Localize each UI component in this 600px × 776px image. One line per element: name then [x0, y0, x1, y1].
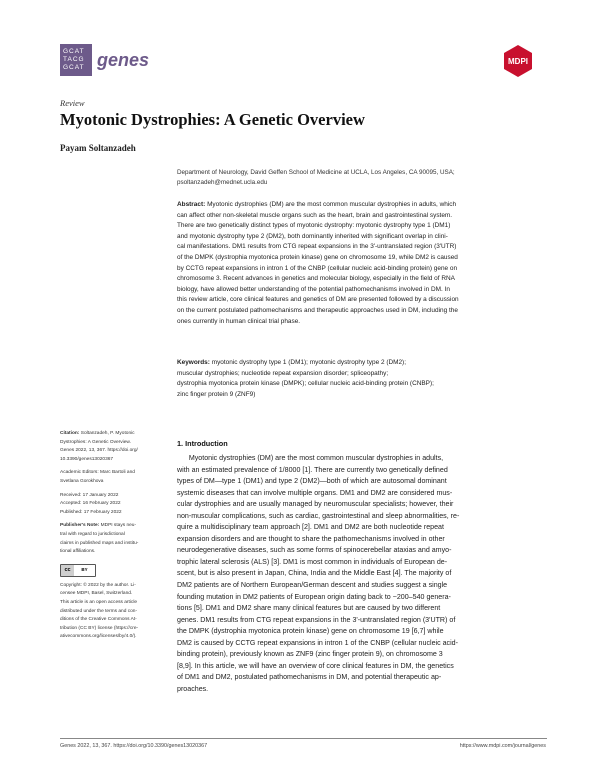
body-line: neurodegenerative diseases, such as some forms of spinocerebellar ataxias and amyo-: [177, 546, 452, 555]
publisher-note-line: MDPI stays neu-: [100, 523, 137, 529]
logo-line: GCAT: [63, 64, 85, 71]
publisher-note-line: tral with regard to jurisdictional: [60, 531, 125, 537]
license-link[interactable]: tribution (CC BY) license (https://cre-: [60, 625, 139, 631]
keyword-line: zinc finger protein 9 (ZNF9): [177, 390, 256, 398]
footer-divider: [60, 738, 547, 739]
keyword-line: muscular dystrophies; nucleotide repeat expansion disorder; spliceopathy;: [177, 369, 389, 377]
body-line: with an estimated prevalence of 1/8000 [1]. There are currently two genetically defined: [177, 465, 448, 474]
body-line: non-muscular complications, such as cardiac, gastrointestinal and sleep abnormalities, re-: [177, 511, 460, 520]
citation-doi-link[interactable]: Genes 2022, 13, 367. https://doi.org/: [60, 448, 138, 454]
publisher-note-block: [60, 522, 168, 556]
keywords-label: Keywords:: [177, 359, 210, 366]
citation-label: Citation:: [60, 431, 80, 436]
publisher-note-line: claims in published maps and institu-: [60, 540, 139, 546]
genes-logo-icon: [60, 44, 92, 76]
body-line: DM2 is caused by CCTG repeat expansions in intron 1 of the CNBP (cellular nucleic acid-: [177, 638, 458, 647]
body-line: trophic lateral sclerosis (ALS) [3]. DM1 is most common in individuals of European de-: [177, 557, 448, 566]
logo-line: GCAT: [63, 48, 85, 55]
cc-by-license-icon[interactable]: [60, 564, 96, 577]
body-line: Myotonic dystrophies (DM) are the most common muscular dystrophies in adults,: [177, 454, 444, 462]
abstract-line: of the DMPK (dystrophia myotonica protein kinase) gene on chromosome 19, while DM2 is caused: [177, 253, 458, 261]
abstract-line: on the current postulated pathomechanisms and therapeutic approaches used in DM, including the: [177, 306, 458, 314]
publisher-name: MDPI: [508, 57, 528, 66]
abstract-line: cal manifestations. DM1 results from CTG repeat expansions in the 3'-untranslated region (3'UTR): [177, 243, 457, 251]
copyright-line: ditions of the Creative Commons At-: [60, 617, 137, 623]
abstract-line: ones currently in human clinical trial phase.: [177, 317, 301, 325]
body-line: binding protein), previously known as ZNF9 (zinc finger protein 9), on chromosome 3: [177, 650, 443, 659]
abstract-line: this review article, core clinical features and genetics of DM are presented followed by a discussion: [177, 296, 459, 304]
copyright-line: censee MDPI, Basel, Switzerland.: [60, 591, 133, 597]
footer-journal-link[interactable]: https://www.mdpi.com/journal/genes: [459, 743, 546, 749]
introduction-body: [177, 453, 547, 695]
editors-line: Academic Editors: Marc Bartoli and: [60, 470, 135, 476]
abstract-line: chromosome 3. Recent advances in genetics and molecular biology, especially in the field of RNA: [177, 275, 455, 283]
abstract-line: and myotonic dystrophy type 2 (DM2), both dominantly inherited with significant overlap in clini-: [177, 232, 448, 240]
body-line: tions [5]. DM1 and DM2 share many clinical features but are caused by two different: [177, 604, 441, 613]
body-line: founding mutation in DM2 patients of European origin dating back to ~200–540 genera-: [177, 592, 451, 601]
body-line: [8,9]. In this article, we will have an overview of core clinical features in DM, the genetics: [177, 661, 454, 670]
abstract-line: can affect other non-skeletal muscle organs such as the heart, brain and gastrointestinal system.: [177, 211, 453, 219]
author-name: Payam Soltanzadeh: [60, 143, 136, 153]
dates-block: [60, 492, 168, 518]
body-line: the DMPK (dystrophia myotonica protein kinase) gene on chromosome 19 [6,7] while: [177, 627, 444, 636]
footer-doi-link[interactable]: Genes 2022, 13, 367. https://doi.org/10.3390/genes13020367: [60, 743, 208, 749]
citation-doi-link[interactable]: 10.3390/genes13020367: [60, 456, 114, 462]
paper-title: Myotonic Dystrophies: A Genetic Overview: [60, 110, 365, 129]
body-line: genes. DM1 results from CTG repeat expansions in the 3'-untranslated region (3'UTR) of: [177, 615, 456, 624]
license-link[interactable]: ativecommons.org/licenses/by/4.0/).: [60, 634, 137, 640]
body-line: quire a multidisciplinary team approach [2]. DM1 and DM2 are both nucleotide repeat: [177, 523, 444, 532]
body-line: expansion disorders and are thought to share the pathomechanisms involved in other: [177, 534, 445, 543]
body-line: proaches.: [177, 684, 209, 693]
body-line: cular dystrophies and are usually managed by neuromuscular specialists; however, their: [177, 500, 454, 509]
journal-name: genes: [97, 49, 150, 70]
published-date: Published: 17 February 2022: [60, 509, 122, 515]
body-line: types of DM—type 1 (DM1) and type 2 (DM2)—both of which are autosomal dominant: [177, 477, 447, 486]
copyright-line: This article is an open access article: [60, 599, 138, 605]
citation-block: [60, 430, 168, 464]
editors-line: Svetlana Gorokhova: [60, 478, 104, 484]
abstract-line: by CCTG repeat expansions in intron 1 of the CNBP (cellular nucleic acid-binding protein) gene on: [177, 264, 458, 272]
affiliation: [177, 168, 547, 188]
body-line: systemic diseases that can involve multiple organs. DM1 and DM2 are considered mus-: [177, 488, 453, 497]
logo-line: TACG: [63, 56, 85, 63]
keyword-line: myotonic dystrophy type 1 (DM1); myotonic dystrophy type 2 (DM2);: [211, 359, 406, 366]
abstract-line: Myotonic dystrophies (DM) are the most common muscular dystrophies in adults, which: [207, 201, 457, 208]
received-date: Received: 17 January 2022: [60, 492, 119, 498]
publisher-note-label: Publisher's Note:: [60, 523, 100, 529]
copyright-line: distributed under the terms and con-: [60, 608, 138, 614]
author-email-link[interactable]: psoltanzadeh@mednet.ucla.edu: [177, 179, 268, 186]
keywords: [177, 358, 547, 400]
accepted-date: Accepted: 16 February 2022: [60, 501, 121, 507]
article-info-sidebar: [60, 430, 168, 647]
by-icon: BY: [81, 566, 88, 572]
article-type: Review: [60, 98, 85, 108]
body-line: of DM1 and DM2, postulated pathomechanisms in DM, and potential therapeutic ap-: [177, 673, 442, 682]
journal-logo: [60, 44, 149, 76]
mdpi-logo-icon: [502, 44, 534, 78]
keyword-line: dystrophia myotonica protein kinase (DMPK); cellular nucleic acid-binding protein (CNBP);: [177, 380, 434, 388]
abstract-label: Abstract:: [177, 201, 206, 208]
abstract-line: biology, have allowed better understanding of the potential pathomechanisms involved in DM. In: [177, 285, 450, 293]
affiliation-line: Department of Neurology, David Geffen School of Medicine at UCLA, Los Angeles, CA 90095, USA;: [177, 169, 455, 176]
copyright-line: Copyright: © 2022 by the author. Li-: [60, 582, 136, 588]
publisher-note-line: tional affiliations.: [60, 549, 96, 555]
section-heading: 1. Introduction: [177, 439, 228, 448]
cc-icon: cc: [61, 564, 74, 576]
abstract-line: There are two genetically distinct types of myotonic dystrophy: myotonic dystrophy type 1 (DM1): [177, 222, 451, 230]
editors-block: [60, 469, 168, 486]
citation-line: Dystrophies: A Genetic Overview.: [60, 439, 131, 445]
body-line: DM2 patients are of Northern European/German descent and studies suggest a single: [177, 581, 448, 590]
body-line: scent, but is also present in Japan, China, India and the Middle East [4]. The majority of: [177, 569, 452, 578]
copyright-block: [60, 582, 168, 642]
abstract: [177, 200, 547, 327]
citation-line: Soltanzadeh, P. Myotonic: [80, 431, 135, 436]
